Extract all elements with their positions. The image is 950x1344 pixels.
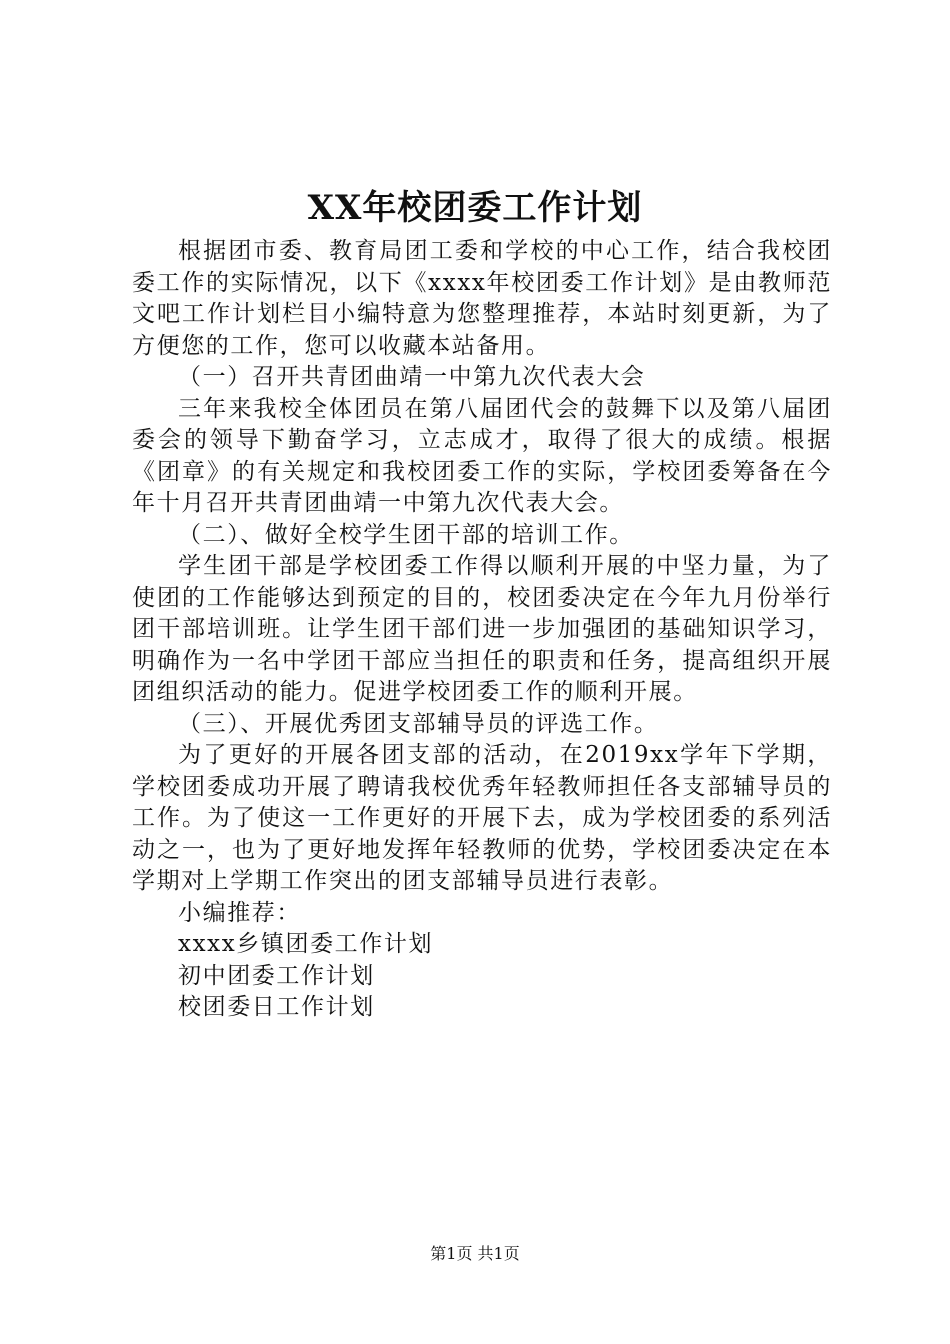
section-heading-2: （二）、做好全校学生团干部的培训工作。	[178, 521, 634, 548]
recommend-heading: 小编推荐：	[178, 899, 301, 926]
recommendation-link[interactable]: 初中团委工作计划	[178, 962, 375, 989]
page-number: 第1页 共1页	[430, 1244, 520, 1263]
document-body	[132, 236, 832, 1024]
section-paragraph-3: 为了更好的开展各团支部的活动，在2019xx学年下学期，学校团委成功开展了聘请我校优秀年轻教师担任各支部辅导员的工作。为了使这一工作更好的开展下去，成为学校团委的系列活动之一，也为了更好地发挥年轻教师的优势，学校团委决定在本学期对上学期工作突出的团支部辅导员进行表彰。	[132, 742, 832, 894]
section-heading-3: （三）、开展优秀团支部辅导员的评选工作。	[178, 710, 659, 737]
intro-paragraph: 根据团市委、教育局团工委和学校的中心工作，结合我校团委工作的实际情况，以下《xxxx年校团委工作计划》是由教师范文吧工作计划栏目小编特意为您整理推荐，本站时刻更新，为了方便您的工作，您可以收藏本站备用。	[132, 238, 832, 359]
recommendation-link[interactable]: 校团委日工作计划	[178, 994, 375, 1020]
section-heading-1: （一）召开共青团曲靖一中第九次代表大会	[178, 364, 646, 390]
document-title: XX年校团委工作计划	[307, 188, 643, 228]
section-paragraph-1: 三年来我校全体团员在第八届团代会的鼓舞下以及第八届团委会的领导下勤奋学习，立志成才，取得了很大的成绩。根据《团章》的有关规定和我校团委工作的实际，学校团委筹备在今年十月召开共青团曲靖一中第九次代表大会。	[132, 395, 832, 516]
recommendation-link[interactable]: xxxx乡镇团委工作计划	[178, 931, 434, 957]
recommendation-list	[132, 929, 832, 1024]
section-paragraph-2: 学生团干部是学校团委工作得以顺利开展的中坚力量，为了使团的工作能够达到预定的目的，校团委决定在今年九月份举行团干部培训班。让学生团干部们进一步加强团的基础知识学习，明确作为一名中学团干部应当担任的职责和任务，提高组织开展团组织活动的能力。促进学校团委工作的顺利开展。	[132, 553, 832, 705]
